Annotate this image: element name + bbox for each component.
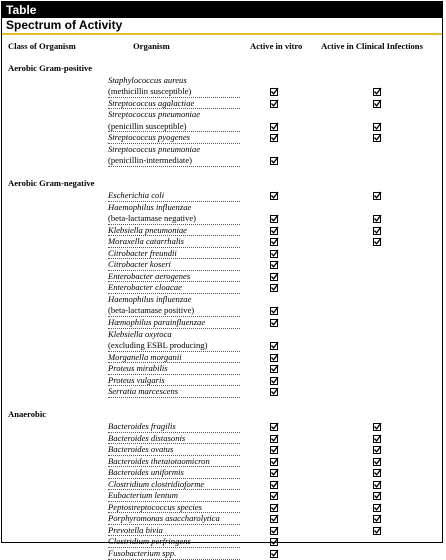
checkbox-checked-icon: [270, 88, 278, 96]
checkbox-checked-icon: [270, 273, 278, 281]
organism-name: Morganella morganii: [108, 351, 182, 362]
checkbox-checked-icon: [270, 515, 278, 523]
organism-row: [2, 98, 442, 110]
organism-qualifier: (penicillin-intermediate): [108, 155, 192, 166]
organism-name: Bacteroides fragilis: [108, 420, 176, 431]
row-divider: [108, 559, 240, 560]
spectrum-table: [1, 1, 443, 558]
organism-name: Escherichia coli: [108, 190, 165, 201]
checkbox-checked-icon: [270, 123, 278, 131]
group-spacer: [2, 398, 442, 410]
organism-row: [2, 456, 442, 468]
organism-row: [2, 375, 442, 387]
organism-class-label: Aerobic Gram-positive: [8, 63, 93, 73]
checkbox-checked-icon: [270, 481, 278, 489]
organism-row: [2, 294, 442, 306]
organism-name: Streptococcus agalactiae: [108, 97, 195, 108]
checkbox-checked-icon: [373, 134, 381, 142]
organism-name: Moraxella catarrhalis: [108, 236, 184, 247]
organism-name: Bacteroides thetaiotaomicron: [108, 455, 210, 466]
checkbox-checked-icon: [373, 469, 381, 477]
checkbox-checked-icon: [270, 100, 278, 108]
checkbox-checked-icon: [270, 157, 278, 165]
organism-name: Serratia marcescens: [108, 386, 179, 397]
checkbox-checked-icon: [373, 123, 381, 131]
checkbox-checked-icon: [270, 388, 278, 396]
organism-name: Fusobacterium spp.: [108, 547, 177, 558]
organism-name: Haemophilus influenzae: [108, 201, 192, 212]
checkbox-checked-icon: [270, 261, 278, 269]
organism-name: Klebsiella pneumoniae: [108, 224, 188, 235]
organism-row: [2, 86, 442, 98]
organism-qualifier: (beta-lactamase negative): [108, 213, 197, 224]
checkbox-checked-icon: [270, 538, 278, 546]
checkbox-checked-icon: [373, 504, 381, 512]
organism-name: Eubacterium lentum: [108, 490, 178, 501]
checkbox-checked-icon: [270, 319, 278, 327]
group-header-row: [2, 63, 442, 75]
checkbox-checked-icon: [373, 100, 381, 108]
checkbox-checked-icon: [373, 88, 381, 96]
organism-row: [2, 444, 442, 456]
organism-rows: [2, 63, 442, 560]
checkbox-checked-icon: [373, 527, 381, 535]
organism-row: [2, 305, 442, 317]
checkbox-checked-icon: [373, 492, 381, 500]
organism-name: Proteus vulgaris: [108, 374, 165, 385]
checkbox-checked-icon: [270, 504, 278, 512]
organism-row: [2, 340, 442, 352]
checkbox-checked-icon: [270, 377, 278, 385]
organism-name: Staphylococcus aureus: [108, 74, 187, 85]
organism-qualifier: (beta-lactamase positive): [108, 305, 195, 316]
organism-name: Clostridium perfringens: [108, 536, 191, 547]
header-active-clinical: Active in Clinical Infections: [321, 41, 423, 51]
checkbox-checked-icon: [270, 342, 278, 350]
checkbox-checked-icon: [270, 365, 278, 373]
organism-row: [2, 525, 442, 537]
organism-name: Bacteroides distasonis: [108, 432, 186, 443]
checkbox-checked-icon: [270, 550, 278, 558]
checkbox-checked-icon: [270, 134, 278, 142]
checkbox-checked-icon: [270, 469, 278, 477]
organism-row: [2, 75, 442, 87]
organism-row: [2, 548, 442, 560]
checkbox-checked-icon: [270, 527, 278, 535]
group-spacer: [2, 167, 442, 179]
organism-row: [2, 467, 442, 479]
organism-name: Enterobacter cloacae: [108, 282, 182, 293]
organism-row: [2, 155, 442, 167]
organism-row: [2, 490, 442, 502]
organism-qualifier: (excluding ESBL producing): [108, 340, 208, 351]
organism-row: [2, 363, 442, 375]
checkbox-checked-icon: [270, 423, 278, 431]
checkbox-checked-icon: [270, 192, 278, 200]
organism-row: [2, 536, 442, 548]
checkbox-checked-icon: [373, 227, 381, 235]
organism-name: Porphyromonas asaccharolytica: [108, 513, 220, 524]
organism-row: [2, 502, 442, 514]
group-header-row: [2, 178, 442, 190]
header-active-in-vitro: Active in vitro: [250, 41, 303, 51]
checkbox-checked-icon: [270, 307, 278, 315]
checkbox-checked-icon: [270, 492, 278, 500]
checkbox-checked-icon: [373, 238, 381, 246]
organism-row: [2, 236, 442, 248]
checkbox-checked-icon: [270, 227, 278, 235]
organism-row: [2, 225, 442, 237]
organism-row: [2, 433, 442, 445]
group-header-row: [2, 409, 442, 421]
checkbox-checked-icon: [270, 215, 278, 223]
checkbox-checked-icon: [270, 354, 278, 362]
organism-name: Prevotella bivia: [108, 524, 163, 535]
table-label: Table: [2, 2, 442, 18]
organism-row: [2, 109, 442, 121]
organism-row: [2, 329, 442, 341]
organism-name: Streptococcus pneumoniae: [108, 109, 201, 120]
organism-name: Clostridium clostridioforme: [108, 478, 205, 489]
checkbox-checked-icon: [270, 458, 278, 466]
checkbox-checked-icon: [373, 446, 381, 454]
organism-row: [2, 248, 442, 260]
organism-row: [2, 202, 442, 214]
organism-row: [2, 271, 442, 283]
checkbox-checked-icon: [373, 192, 381, 200]
organism-row: [2, 144, 442, 156]
organism-qualifier: (methicillin susceptible): [108, 86, 192, 97]
organism-name: Enterobacter aerogenes: [108, 270, 191, 281]
checkbox-checked-icon: [270, 284, 278, 292]
organism-name: Bacteroides ovatus: [108, 444, 174, 455]
checkbox-checked-icon: [270, 446, 278, 454]
organism-qualifier: (penicillin susceptible): [108, 120, 187, 131]
organism-row: [2, 352, 442, 364]
header-class-of-organism: Class of Organism: [8, 41, 76, 51]
checkbox-checked-icon: [373, 215, 381, 223]
checkbox-checked-icon: [373, 515, 381, 523]
organism-row: [2, 282, 442, 294]
organism-name: Proteus mirabilis: [108, 363, 168, 374]
checkbox-checked-icon: [373, 423, 381, 431]
organism-row: [2, 121, 442, 133]
organism-name: Citrobacter koseri: [108, 259, 171, 270]
organism-row: [2, 259, 442, 271]
organism-row: [2, 513, 442, 525]
organism-row: [2, 213, 442, 225]
organism-name: Streptococcus pneumoniae: [108, 143, 201, 154]
checkbox-checked-icon: [270, 250, 278, 258]
organism-row: [2, 317, 442, 329]
organism-row: [2, 190, 442, 202]
organism-name: Haemophilus influenzae: [108, 293, 192, 304]
organism-row: [2, 479, 442, 491]
checkbox-checked-icon: [270, 435, 278, 443]
organism-name: Hæmophilus parainfluenzae: [108, 317, 206, 328]
header-organism: Organism: [133, 41, 170, 51]
checkbox-checked-icon: [373, 481, 381, 489]
organism-row: [2, 386, 442, 398]
checkbox-checked-icon: [270, 238, 278, 246]
checkbox-checked-icon: [373, 435, 381, 443]
organism-name: Streptococcus pyogenes: [108, 132, 191, 143]
organism-class-label: Aerobic Gram-negative: [8, 178, 95, 189]
checkbox-checked-icon: [373, 458, 381, 466]
organism-class-label: Anaerobic: [8, 409, 47, 420]
organism-row: [2, 132, 442, 144]
organism-name: Citrobacter freundii: [108, 247, 177, 258]
organism-name: Peptostreptococcus species: [108, 501, 202, 512]
column-headers: [2, 41, 442, 63]
organism-name: Klebsiella oxytoca: [108, 328, 172, 339]
table-title: Spectrum of Activity: [2, 18, 442, 35]
organism-row: [2, 421, 442, 433]
organism-name: Bacteroides uniformis: [108, 467, 184, 478]
